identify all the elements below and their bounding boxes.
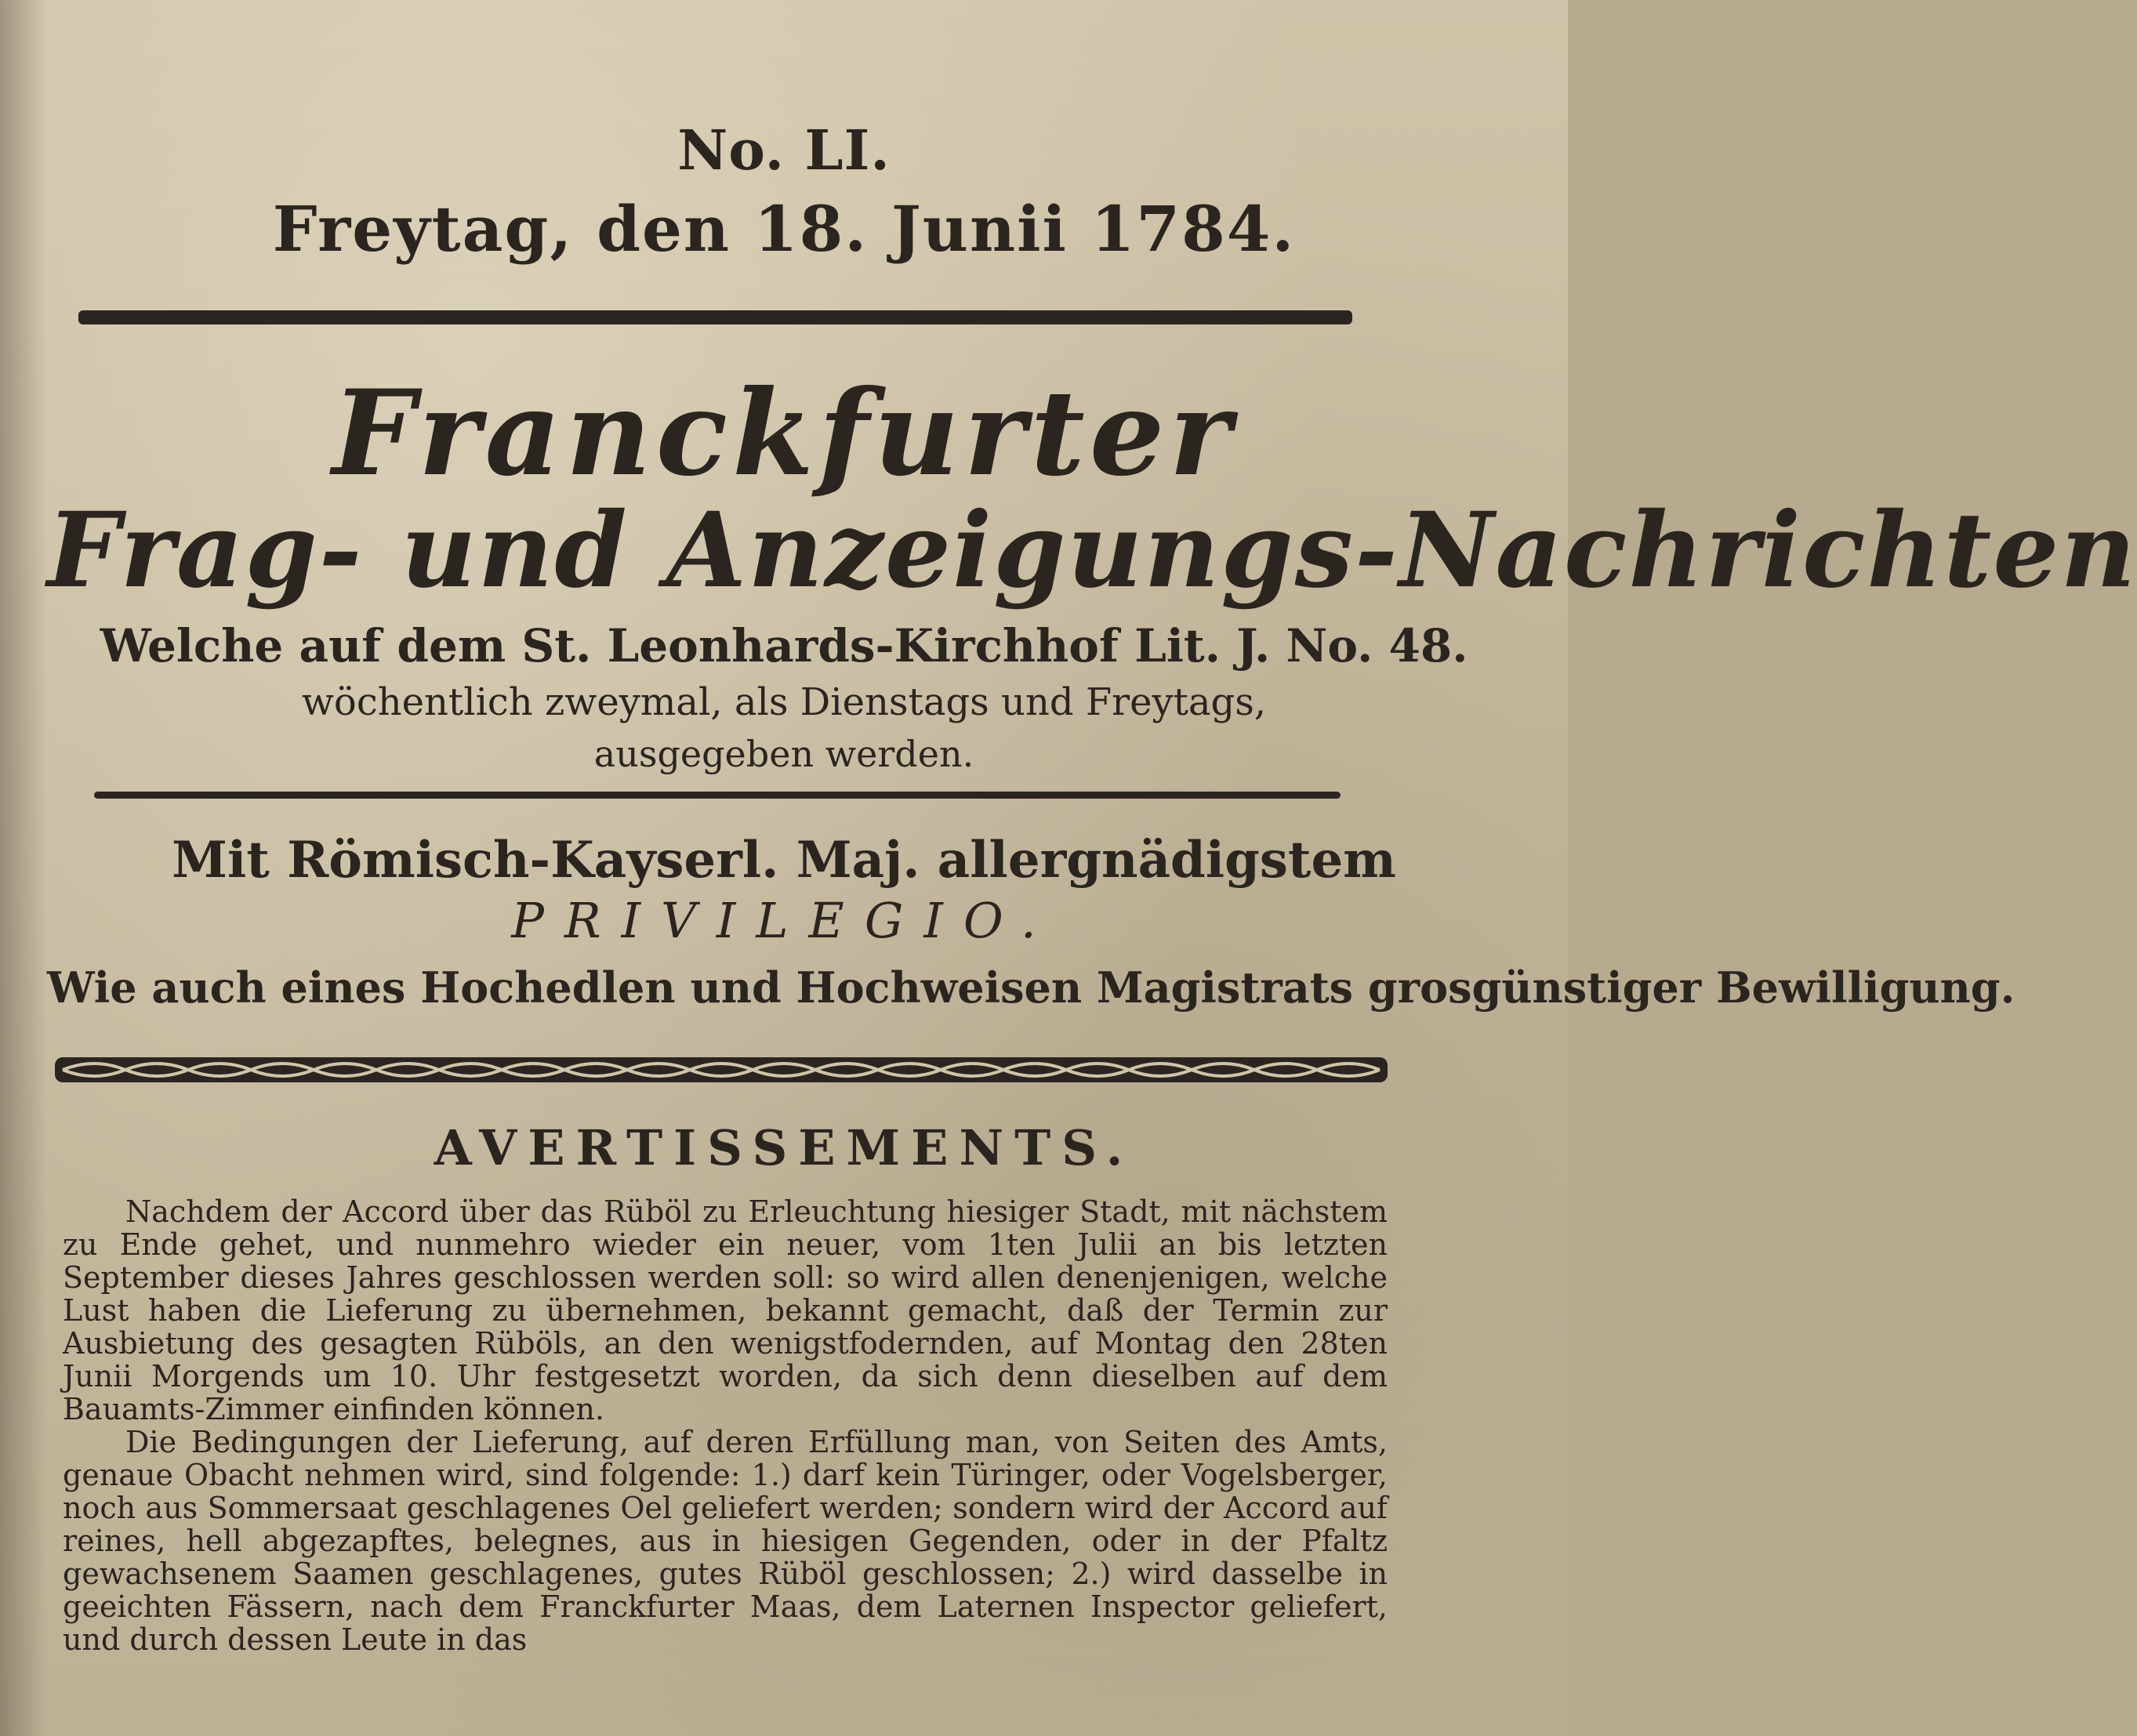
masthead-subtitle-line1: Welche auf dem St. Leonhards-Kirchhof Lit. J. No. 48. bbox=[100, 619, 1468, 672]
article-paragraph: Nachdem der Accord über das Rüböl zu Erleuchtung hiesiger Stadt, mit nächstem zu Ende gehet, und nunmehro wieder ein neuer, vom 1ten Julii an bis letzten September dieses Jahres geschlossen werden soll: so wird allen denenjenigen, welche Lust haben die Lieferung zu übernehmen, bekannt gemacht, daß der Termin zur Ausbietung des gesagten Rüböls, an den wenigstfodernden, auf Montag den 28ten Junii Morgends um 10. Uhr festgesetzt worden, da sich denn dieselben auf dem Bauamts-Zimmer einfinden können. bbox=[63, 1194, 1388, 1426]
masthead-subtitle-line2: wöchentlich zweymal, als Dienstags und Freytags, bbox=[301, 680, 1267, 724]
privilege-line1: Mit Römisch-Kayserl. Maj. allergnädigstem bbox=[172, 831, 1396, 890]
top-rule bbox=[78, 310, 1352, 324]
issue-number: No. LI. bbox=[677, 118, 891, 183]
article-paragraph: Die Bedingungen der Lieferung, auf deren Erfüllung man, von Seiten des Amts, genaue Obacht nehmen wird, sind folgende: 1.) darf kein Türinger, oder Vogelsberger, noch aus Sommersaat geschlagenes Oel geliefert werden; sondern wird der Accord auf reines, hell abgezapftes, belegnes, aus in hiesigen Gegenden, oder in der Pfaltz gewachsenem Saamen geschlagenes, gutes Rüböl geschlossen; 2.) wird dasselbe in geeichten Fässern, nach dem Franckfurter Maas, dem Laternen Inspector geliefert, und durch dessen Leute in das bbox=[63, 1425, 1388, 1657]
issue-date: Freytag, den 18. Junii 1784. bbox=[272, 192, 1296, 266]
masthead-title-line2: Frag- und Anzeigungs-Nachrichten bbox=[47, 490, 2137, 611]
privilege-line3: Wie auch eines Hochedlen und Hochweisen Magistrats grosgünstiger Bewilligung. bbox=[47, 962, 2015, 1013]
masthead-title-line1: Franckfurter bbox=[332, 364, 1236, 502]
ornamental-border bbox=[55, 1054, 1388, 1085]
masthead-subtitle-line3: ausgegeben werden. bbox=[593, 733, 974, 775]
privilege-line2: PRIVILEGIO. bbox=[511, 892, 1057, 949]
article-body bbox=[63, 1195, 1388, 1656]
middle-rule bbox=[94, 792, 1341, 799]
section-title: AVERTISSEMENTS. bbox=[434, 1119, 1134, 1176]
